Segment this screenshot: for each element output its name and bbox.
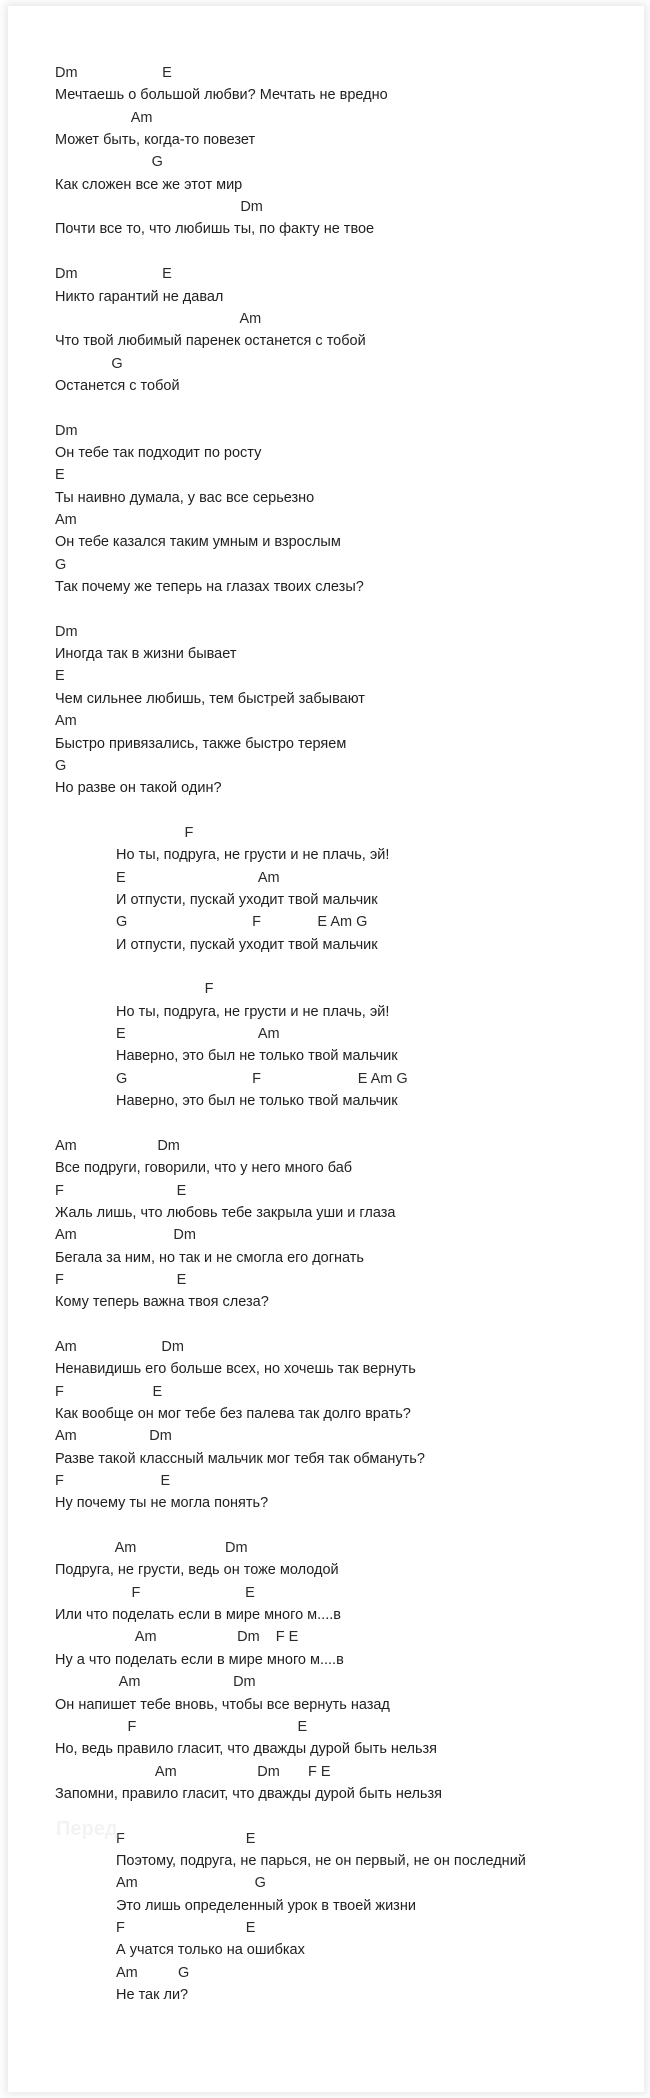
chord-line: F E <box>55 1183 187 1199</box>
lyric-line: Он тебе так подходит по росту <box>55 445 262 461</box>
chord-line: E Am <box>116 1026 280 1042</box>
chord-line: Am G <box>116 1965 190 1981</box>
lyric-line: Быстро привязались, также быстро теряем <box>55 736 347 752</box>
lyric-line: Он напишет тебе вновь, чтобы все вернуть назад <box>55 1697 390 1713</box>
lyric-line: Бегала за ним, но так и не смогла его догнать <box>55 1250 364 1266</box>
chord-line: Am <box>55 110 153 126</box>
chord-line: Am Dm F E <box>55 1764 331 1780</box>
chord-line: G F E Am G <box>116 1071 408 1087</box>
lyric-line: Как сложен все же этот мир <box>55 177 243 193</box>
chord-line: F E <box>55 1272 187 1288</box>
chord-line: F E <box>55 1384 163 1400</box>
lyric-line: Это лишь определенный урок в твоей жизни <box>116 1898 416 1914</box>
chord-line: G <box>55 758 67 774</box>
chord-line: Am Dm <box>55 1227 196 1243</box>
lyric-line: Но ты, подруга, не грусти и не плачь, эй! <box>116 1004 390 1020</box>
lyric-line: Останется с тобой <box>55 378 180 394</box>
lyric-line: Подруга, не грусти, ведь он тоже молодой <box>55 1562 339 1578</box>
chord-line: E <box>55 467 65 483</box>
chord-line: F <box>116 825 194 841</box>
chord-line: E Am <box>116 870 280 886</box>
lyric-line: Наверно, это был не только твой мальчик <box>116 1048 398 1064</box>
lyric-line: Но ты, подруга, не грусти и не плачь, эй! <box>116 847 390 863</box>
lyric-line: А учатся только на ошибках <box>116 1942 305 1958</box>
chord-line: Am G <box>116 1875 266 1891</box>
chord-line: G <box>55 356 123 372</box>
lyric-line: Так почему же теперь на глазах твоих слезы? <box>55 579 364 595</box>
chord-line: F E <box>116 1831 256 1847</box>
lyric-line: Жаль лишь, что любовь тебе закрыла уши и глаза <box>55 1205 396 1221</box>
chord-line: G <box>55 557 67 573</box>
chord-line: Am Dm <box>55 1674 256 1690</box>
lyric-line: Что твой любимый паренек останется с тобой <box>55 333 366 349</box>
chord-line: F E <box>55 1719 308 1735</box>
lyric-line: Он тебе казался таким умным и взрослым <box>55 534 341 550</box>
lyric-line: Ты наивно думала, у вас все серьезно <box>55 490 315 506</box>
lyric-line: Кому теперь важна твоя слеза? <box>55 1294 269 1310</box>
lyric-line: Ну почему ты не могла понять? <box>55 1495 269 1511</box>
lyric-line: Как вообще он мог тебе без палева так долго врать? <box>55 1406 411 1422</box>
chord-line: F E <box>55 1585 255 1601</box>
chord-line: Dm E <box>55 65 172 81</box>
chord-line: G F E Am G <box>116 914 368 930</box>
lyric-line: Поэтому, подруга, не парься, не он первый, не он последний <box>116 1853 526 1869</box>
chord-line: Am <box>55 512 77 528</box>
lyric-line: Разве такой классный мальчик мог тебя так обмануть? <box>55 1451 425 1467</box>
lyric-line: Ненавидишь его больше всех, но хочешь так вернуть <box>55 1361 416 1377</box>
lyric-line: Иногда так в жизни бывает <box>55 646 237 662</box>
chord-line: Dm <box>55 624 78 640</box>
lyric-line: Или что поделать если в мире много м....в <box>55 1607 341 1623</box>
lyric-line: Все подруги, говорили, что у него много баб <box>55 1160 353 1176</box>
chord-line: Dm <box>55 199 263 215</box>
lyric-line: Почти все то, что любишь ты, по факту не твое <box>55 221 375 237</box>
lyric-line: Может быть, когда-то повезет <box>55 132 256 148</box>
chord-line: Am <box>55 311 262 327</box>
lyric-line: Но, ведь правило гласит, что дважды дурой быть нельзя <box>55 1741 438 1757</box>
lyric-line: Мечтаешь о большой любви? Мечтать не вредно <box>55 87 388 103</box>
chord-line: F E <box>55 1473 171 1489</box>
lyric-line: Наверно, это был не только твой мальчик <box>116 1093 398 1109</box>
chord-line: Am Dm <box>55 1138 180 1154</box>
watermark-text: Перед <box>56 1818 118 1840</box>
lyric-line: Не так ли? <box>116 1987 189 2003</box>
chord-line: Am Dm <box>55 1428 172 1444</box>
chord-line: E <box>55 668 65 684</box>
chord-line: G <box>55 154 163 170</box>
lyric-line: Но разве он такой один? <box>55 780 222 796</box>
lyric-line: И отпусти, пускай уходит твой мальчик <box>116 937 378 953</box>
lyric-line: И отпусти, пускай уходит твой мальчик <box>116 892 378 908</box>
chord-line: Am Dm F E <box>55 1629 299 1645</box>
chord-line: Am Dm <box>55 1540 248 1556</box>
lyric-line: Ну а что поделать если в мире много м....в <box>55 1652 344 1668</box>
chord-line: Dm <box>55 423 78 439</box>
chord-line: Am <box>55 713 77 729</box>
lyric-line: Никто гарантий не давал <box>55 289 224 305</box>
chord-line: Am Dm <box>55 1339 184 1355</box>
chord-line: F <box>116 981 214 997</box>
lyric-line: Чем сильнее любишь, тем быстрей забывают <box>55 691 365 707</box>
chord-line: F E <box>116 1920 256 1936</box>
chord-line: Dm E <box>55 266 172 282</box>
lyric-line: Запомни, правило гласит, что дважды дурой быть нельзя <box>55 1786 442 1802</box>
